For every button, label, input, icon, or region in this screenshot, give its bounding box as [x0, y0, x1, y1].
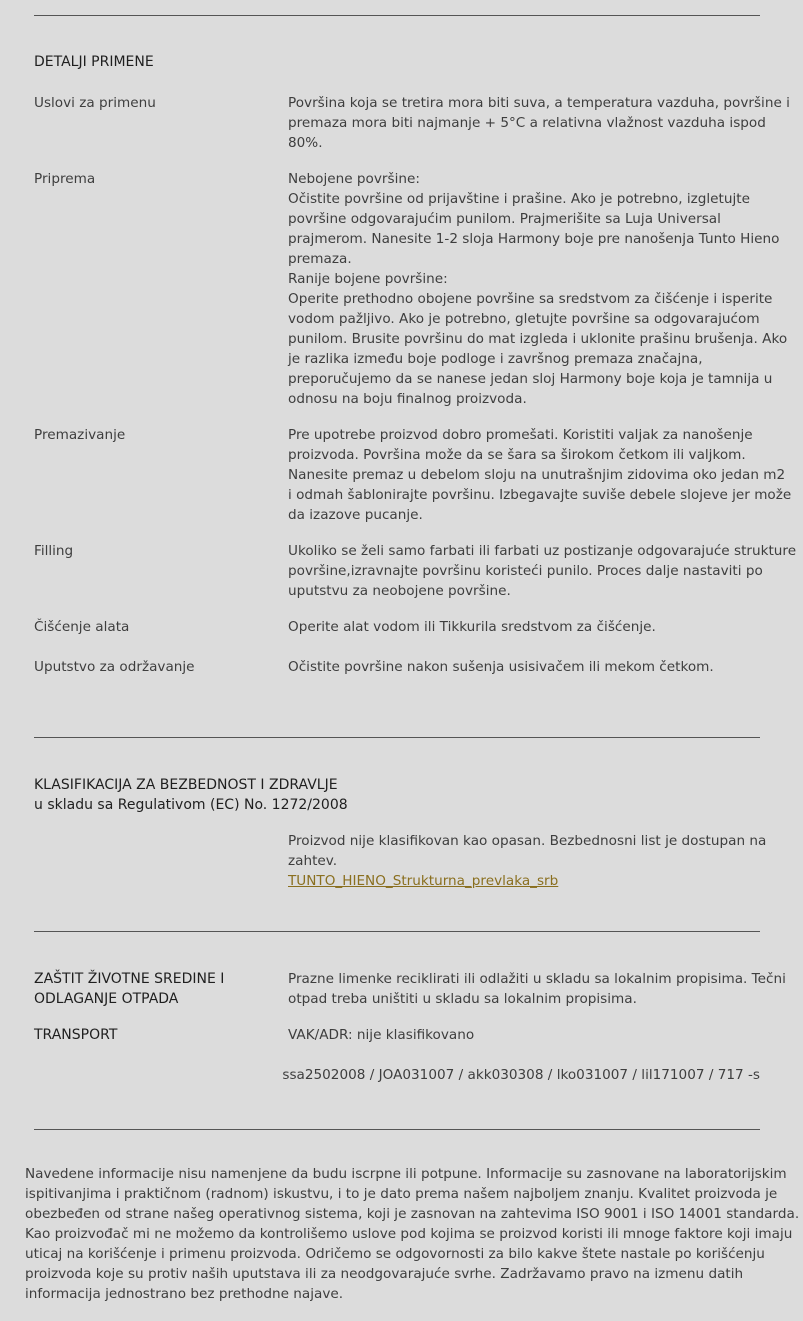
filling-label: Filling: [34, 543, 74, 559]
tool-cleaning-text: [288, 617, 762, 637]
text-line: Nebojene površine:: [288, 171, 420, 187]
text-line: ODLAGANJE OTPADA: [34, 991, 179, 1007]
text-line: da izazove pucanje.: [288, 507, 423, 523]
text-line: Operite prethodno obojene površine sa sredstvom za čišćenje i isperite: [288, 291, 773, 307]
text-line: otpad treba uništiti u skladu sa lokalnim propisima.: [288, 991, 637, 1007]
text-line: punilom. Brusite površinu do mat izgleda i uklonite prašinu brušenja. Ako: [288, 331, 788, 347]
text-line: Ukoliko se želi samo farbati ili farbati uz postizanje odgovarajuće strukture: [288, 543, 797, 559]
section-divider: [34, 737, 760, 738]
text-line: vodom pažljivo. Ako je potrebno, gletujte površine sa odgovarajućom: [288, 311, 760, 327]
text-line: Pre upotrebe proizvod dobro promešati. Koristiti valjak za nanošenje: [288, 427, 753, 443]
text-line: Navedene informacije nisu namenjene da budu iscrpne ili potpune. Informacije su zasnovane na laboratorijskim: [25, 1166, 787, 1182]
text-line: Operite alat vodom ili Tikkurila sredstvom za čišćenje.: [288, 619, 656, 635]
text-line: je razlika između boje podloge i završnog premaza značajna,: [288, 351, 703, 367]
text-line: obezbeđen od strane našeg operativnog sistema, koji je zasnovan na zahtevima ISO 9001 i ISO 14001 standarda.: [25, 1206, 800, 1222]
disclaimer: [25, 1164, 800, 1304]
text-line: odnosu na boju finalnog proizvoda.: [288, 391, 527, 407]
text-line: proizvoda koje su protiv naših uputstava ili za neodgovarajuće svrhe. Zadržavamo pravo na izmenu datih: [25, 1266, 744, 1282]
environment-text: [288, 969, 786, 1009]
text-line: Nanesite premaz u debelom sloju na unutrašnjim zidovima oko jedan m2: [288, 467, 786, 483]
conditions-label: Uslovi za primenu: [34, 95, 156, 111]
text-line: Ranije bojene površine:: [288, 271, 448, 287]
text-line: preporučujemo da se nanese jedan sloj Harmony boje koja je tamnija u: [288, 371, 773, 387]
text-line: 80%.: [288, 135, 323, 151]
maintenance-text: [288, 657, 762, 677]
safety-datasheet-link[interactable]: TUNTO_HIENO_Strukturna_prevlaka_srb: [288, 873, 559, 889]
section-divider: [34, 931, 760, 932]
safety-subheading: u skladu sa Regulativom (EC) No. 1272/2008: [34, 797, 348, 813]
transport-text: VAK/ADR: nije klasifikovano: [288, 1027, 475, 1043]
product-codes: ssa2502008 / JOA031007 / akk030308 / lko031007 / lil171007 / 717 -s: [282, 1067, 760, 1083]
environment-label: [34, 969, 274, 1009]
text-line: Očistite površine od prijavštine i prašine. Ako je potrebno, izgletujte: [288, 191, 750, 207]
text-line: Očistite površine nakon sušenja usisivačem ili mekom četkom.: [288, 659, 714, 675]
text-line: Proizvod nije klasifikovan kao opasan. Bezbednosni list je dostupan na: [288, 833, 767, 849]
text-line: informacija jednostrano bez prethodne najave.: [25, 1286, 344, 1302]
text-line: Prazne limenke reciklirati ili odlažiti u skladu sa lokalnim propisima. Tečni: [288, 971, 786, 987]
preparation-text: [288, 169, 788, 409]
top-divider: [34, 15, 760, 16]
text-line: Kao proizvođač mi ne možemo da kontrolišemo uslove pod kojima se proizvod koristi ili mnoge faktore koji imaju: [25, 1226, 793, 1242]
text-line: proizvoda. Površina može da se šara sa širokom četkom ili valjkom.: [288, 447, 746, 463]
coating-text: [288, 425, 792, 525]
maintenance-label: Uputstvo za održavanje: [34, 659, 195, 675]
text-line: površine,izravnajte površinu koristeći punilo. Proces dalje nastaviti po: [288, 563, 763, 579]
conditions-text: [288, 93, 790, 153]
safety-heading: KLASIFIKACIJA ZA BEZBEDNOST I ZDRAVLJE: [34, 777, 338, 793]
coating-label: Premazivanje: [34, 427, 126, 443]
text-line: površine odgovarajućim punilom. Prajmerišite sa Luja Universal: [288, 211, 721, 227]
text-line: premaza.: [288, 251, 352, 267]
text-line: ispitivanjima i praktičnom (radnom) iskustvu, i to je dato prema našem najboljem znanju. Kvalitet proizvoda je: [25, 1186, 778, 1202]
tool-cleaning-label: Čišćenje alata: [34, 619, 130, 635]
text-line: ZAŠTIT ŽIVOTNE SREDINE I: [34, 971, 225, 987]
preparation-label: Priprema: [34, 171, 96, 187]
text-line: Površina koja se tretira mora biti suva, a temperatura vazduha, površine i: [288, 95, 790, 111]
application-details-heading: DETALJI PRIMENE: [34, 54, 154, 70]
filling-text: [288, 541, 797, 601]
safety-text: [288, 831, 767, 891]
transport-label: TRANSPORT: [34, 1027, 118, 1043]
text-line: zahtev.: [288, 853, 338, 869]
text-line: i odmah šablonirajte površinu. Izbegavajte suviše debele slojeve jer može: [288, 487, 792, 503]
section-divider: [34, 1129, 760, 1130]
text-line: uticaj na korišćenje i primenu proizvoda. Odričemo se odgovornosti za bilo kakve štete nastale po korišćenju: [25, 1246, 765, 1262]
text-line: prajmerom. Nanesite 1-2 sloja Harmony boje pre nanošenja Tunto Hieno: [288, 231, 780, 247]
text-line: premaza mora biti najmanje + 5°C a relativna vlažnost vazduha ispod: [288, 115, 766, 131]
text-line: uputstvu za neobojene površine.: [288, 583, 511, 599]
